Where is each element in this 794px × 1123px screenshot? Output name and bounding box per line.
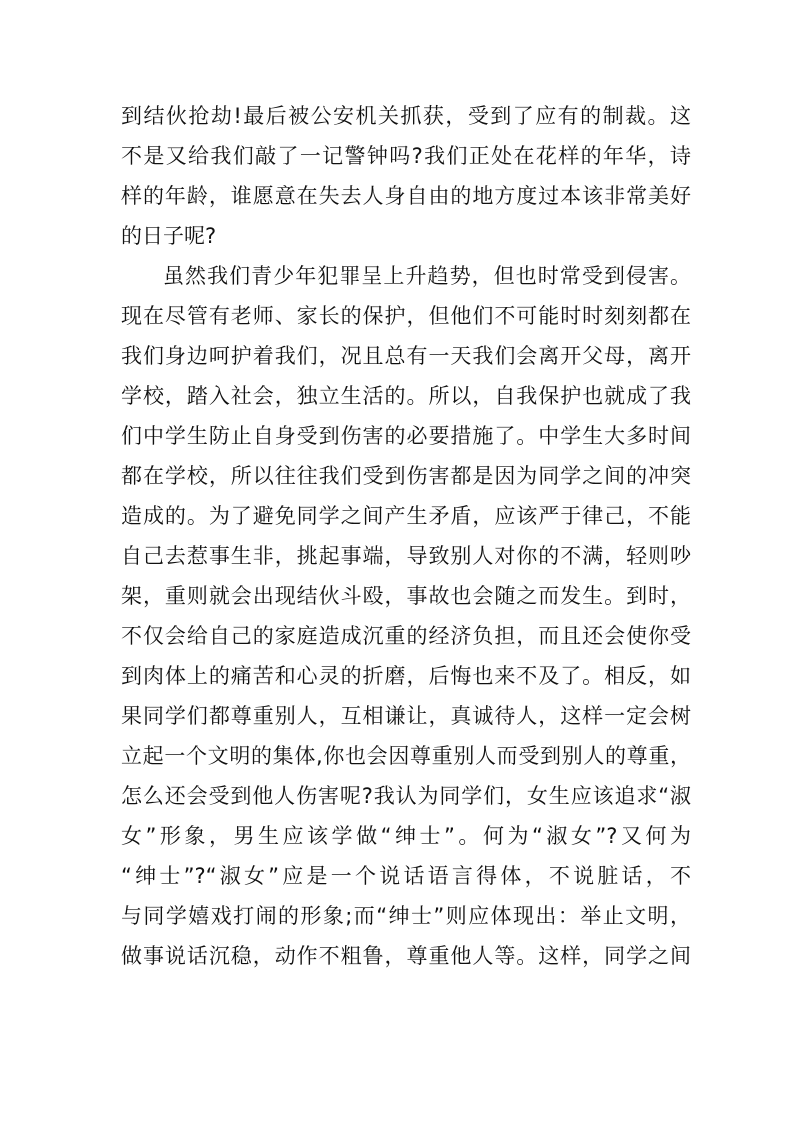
text-line: 学校，踏入社会，独立生活的。所以，自我保护也就成了我: [121, 384, 691, 408]
text-line: 不是又给我们敲了一记警钟吗?我们正处在花样的年华，诗: [121, 144, 691, 168]
text-line: 架，重则就会出现结伙斗殴，事故也会随之而发生。到时，: [121, 584, 691, 608]
text-line: 怎么还会受到他人伤害呢?我认为同学们，女生应该追求“淑: [121, 784, 691, 808]
text-line: 与同学嬉戏打闹的形象;而“绅士”则应体现出：举止文明，: [121, 904, 691, 928]
text-line: 做事说话沉稳，动作不粗鲁，尊重他人等。这样，同学之间: [121, 944, 691, 968]
text-line: 果同学们都尊重别人，互相谦让，真诚待人，这样一定会树: [121, 704, 691, 728]
text-line: 立起一个文明的集体,你也会因尊重别人而受到别人的尊重，: [121, 744, 691, 768]
text-line: 到肉体上的痛苦和心灵的折磨，后悔也来不及了。相反，如: [121, 664, 691, 688]
text-line: 到结伙抢劫!最后被公安机关抓获，受到了应有的制裁。这: [121, 104, 691, 128]
text-line: 我们身边呵护着我们，况且总有一天我们会离开父母，离开: [121, 344, 691, 368]
text-line: 都在学校，所以往往我们受到伤害都是因为同学之间的冲突: [121, 464, 691, 488]
text-line: 样的年龄，谁愿意在失去人身自由的地方度过本该非常美好: [121, 184, 691, 208]
text-line: 现在尽管有老师、家长的保护，但他们不可能时时刻刻都在: [121, 304, 691, 328]
text-line: 造成的。为了避免同学之间产生矛盾，应该严于律己，不能: [121, 504, 691, 528]
text-line: “绅士”?“淑女”应是一个说话语言得体，不说脏话，不: [121, 864, 691, 888]
text-line: 自己去惹事生非，挑起事端，导致别人对你的不满，轻则吵: [121, 544, 691, 568]
text-line: 不仅会给自己的家庭造成沉重的经济负担，而且还会使你受: [121, 624, 691, 648]
text-line: 的日子呢?: [121, 224, 217, 248]
text-line: 们中学生防止自身受到伤害的必要措施了。中学生大多时间: [121, 424, 691, 448]
body-text: [121, 96, 691, 976]
text-line: 女”形象，男生应该学做“绅士”。何为“淑女”?又何为: [121, 824, 691, 848]
paragraph-first-line: 虽然我们青少年犯罪呈上升趋势，但也时常受到侵害。: [163, 264, 691, 288]
